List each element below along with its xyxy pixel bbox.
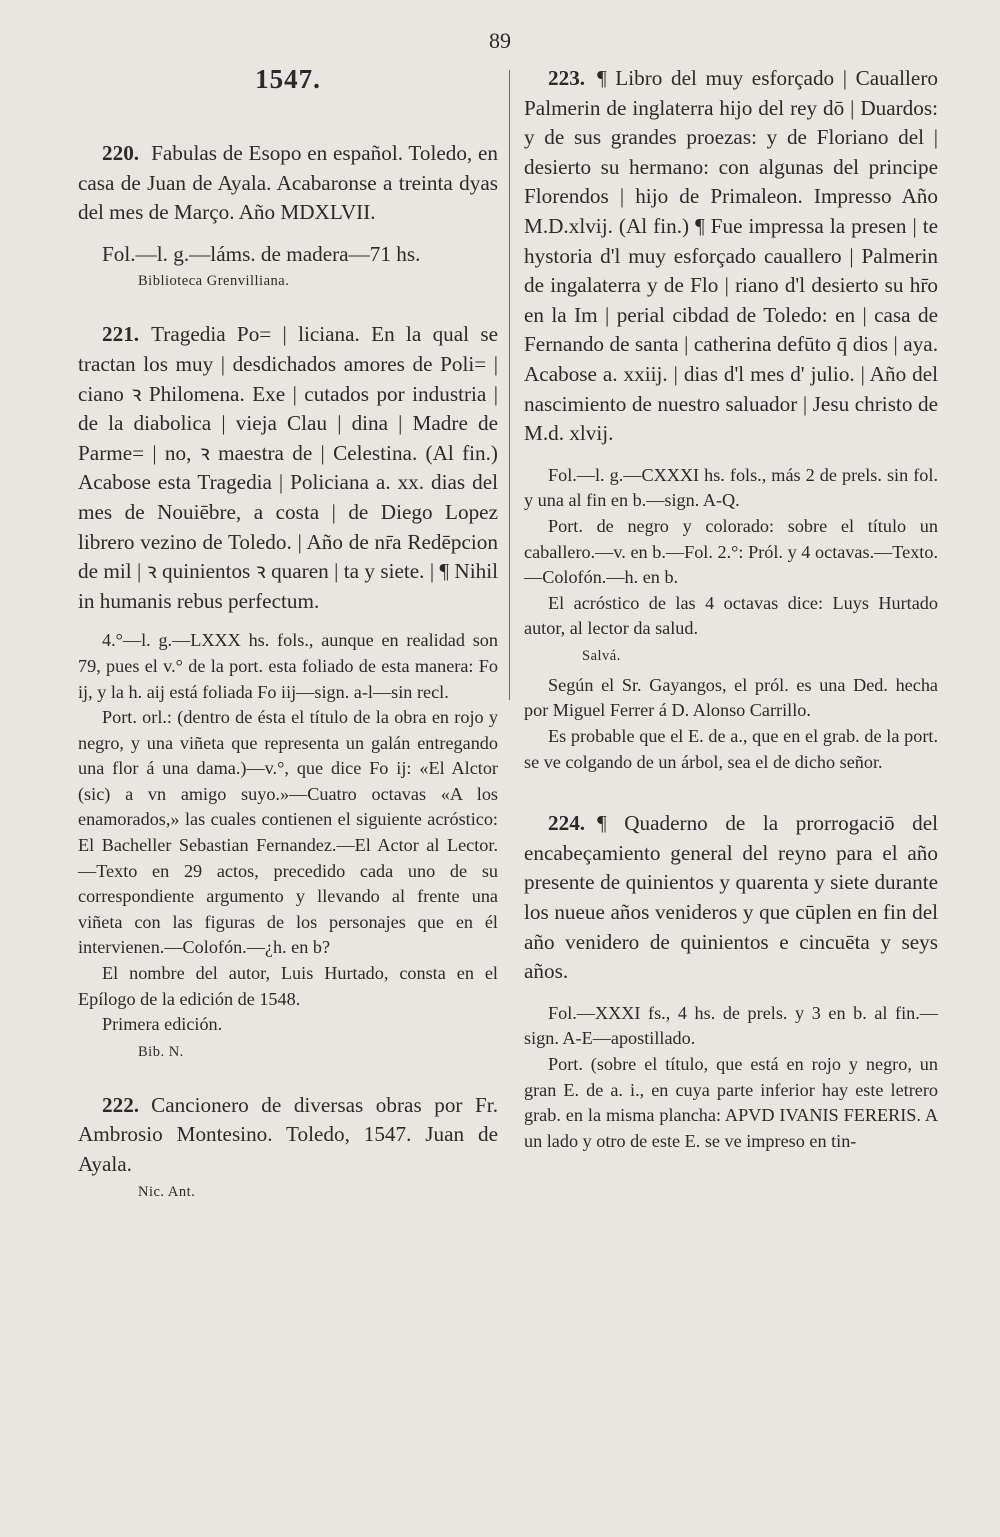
entry-221-note-3: El nombre del autor, Luis Hurtado, consta en el Epílogo de la edición de 1548. [78, 963, 498, 1009]
entry-224-note-1: Fol.—XXXI fs., 4 hs. de prels. y 3 en b. al fin.—sign. A-E—apostillado. [524, 1002, 938, 1049]
page-number: 89 [489, 28, 511, 53]
entry-223-title: 223. ¶ Libro del muy esforçado | Cauallero Palmerin de inglaterra hijo del rey dō | Duardos: y de sus grandes proezas: y de Floriano del | desierto su hermano: con algunas del principe Florendos | hijo de Primaleon. Impresso Año M.D.xlvij. (Al fin.) ¶ Fue impressa la presen | te hystoria d'l muy esforçado cauallero | Palmerin de ingalaterra y de Flo | riano d'l desierto su hr̄o en la Im | perial cibdad de Toledo: en | casa de Fernando de santa | catherina defūto q̄ dios | aya. Acabose a. xxiij. | dias d'l mes d' julio. | Año del nascimiento de nuestro saluador | Jesu christo de M.d. xlvij. [524, 66, 938, 446]
entry-221-note-4: Primera edición. [102, 1014, 223, 1035]
entry-220-physical: Fol.—l. g.—láms. de madera—71 hs. [102, 241, 421, 266]
entry-223-note-1: Fol.—l. g.—CXXXI hs. fols., más 2 de prels. sin fol. y una al fin en b.—sign. A-Q. [524, 464, 938, 511]
entry-224 [524, 809, 938, 1154]
entry-220 [78, 139, 498, 290]
entry-223-note-5: Es probable que el E. de a., que en el grab. de la port. se ve colgando de un árbol, sea el de dicho señor. [524, 726, 938, 772]
entry-221-note-1: 4.°—l. g.—LXXX hs. fols., aunque en realidad son 79, pues el v.° de la port. esta foliado de esta manera: Fo ij, y la h. aij está foliada Fo iij—sign. a-l—sin recl. [78, 630, 498, 702]
right-column [524, 64, 938, 1154]
entry-number: 223. [548, 66, 586, 90]
entry-224-title: 224. ¶ Quaderno de la prorrogaciō del encabeçamiento general del reyno para el año presente de quinientos y quarenta y siete durante los nueue años venideros y que cūplen en fin del año venidero de quinientos e cincuēta y seys años. [524, 811, 938, 984]
entry-220-source: Biblioteca Grenvilliana. [138, 273, 290, 290]
entry-number: 221. [102, 322, 140, 347]
column-divider [509, 70, 510, 700]
entry-222 [78, 1091, 498, 1201]
year-heading: 1547. [255, 64, 321, 94]
entry-224-note-2: Port. (sobre el título, que está en rojo y negro, un gran E. de a. i., en cuya parte inferior hay este letrero grab. en la misma plancha: APVD IVANIS FERERIS. A un lado y otro de este E. se ve impreso en tin- [524, 1054, 938, 1151]
entry-223-source: Salvá. [582, 647, 621, 664]
entry-number: 224. [548, 811, 586, 836]
entry-222-source: Nic. Ant. [138, 1183, 196, 1200]
entry-222-title: 222. Cancionero de diversas obras por Fr. Ambrosio Montesino. Toledo, 1547. Juan de Ayala. [78, 1092, 498, 1176]
entry-220-title: 220. Fabulas de Esopo en español. Toledo, en casa de Juan de Ayala. Acabaronse a treinta dyas del mes de Março. Año MDXLVII. [78, 141, 498, 225]
entry-number: 220. [102, 141, 140, 165]
entry-number: 222. [102, 1092, 140, 1117]
entry-221-source: Bib. N. [138, 1043, 184, 1060]
entry-223-note-2: Port. de negro y colorado: sobre el título un caballero.—v. en b.—Fol. 2.°: Pról. y 4 octavas.—Texto.—Colofón.—h. en b. [524, 515, 938, 588]
entry-221-title: 221. Tragedia Po= | liciana. En la qual se tractan los muy | desdichados amores de Poli= | ciano ꝛ Philomena. Exe | cutados por industria | de la diabolica | vieja Clau | dina | Madre de Parme= | no, ꝛ maestra de | Celestina. (Al fin.) Acabose esta Tragedia | Policiana a. xx. dias del mes de Nouiēbre, a costa | de Diego Lopez librero vezino de Toledo. | Año de nr̄a Redēpcion de mil | ꝛ quinientos ꝛ quaren | ta y siete. | ¶ Nihil in humanis rebus perfectum. [78, 322, 498, 613]
entry-221-note-2: Port. orl.: (dentro de ésta el título de la obra en rojo y negro, y una viñeta que representa un galán entregando una flor á una dama.)—v.°, que dice Fo ij: «El Alctor (sic) a vn amigo suyo.»—Cuatro octavas «A los enamorados,» las cuales contienen el siguiente acróstico: El Bacheller Sebastian Fernandez.—El Actor al Lector.—Texto en 29 actos, precedido cada uno de su correspondiente argumento y llevando al frente una viñeta con las figuras de los personajes que en él intervienen.—Colofón.—¿h. en b? [78, 707, 498, 958]
entry-223-note-4: Según el Sr. Gayangos, el pról. es una Ded. hecha por Miguel Ferrer á D. Alonso Carrillo. [524, 674, 938, 721]
entry-223-note-3: El acróstico de las 4 octavas dice: Luys Hurtado autor, al lector da salud. [524, 592, 938, 639]
entry-221 [78, 320, 498, 1060]
entry-223 [524, 64, 938, 775]
left-column [78, 58, 498, 1201]
